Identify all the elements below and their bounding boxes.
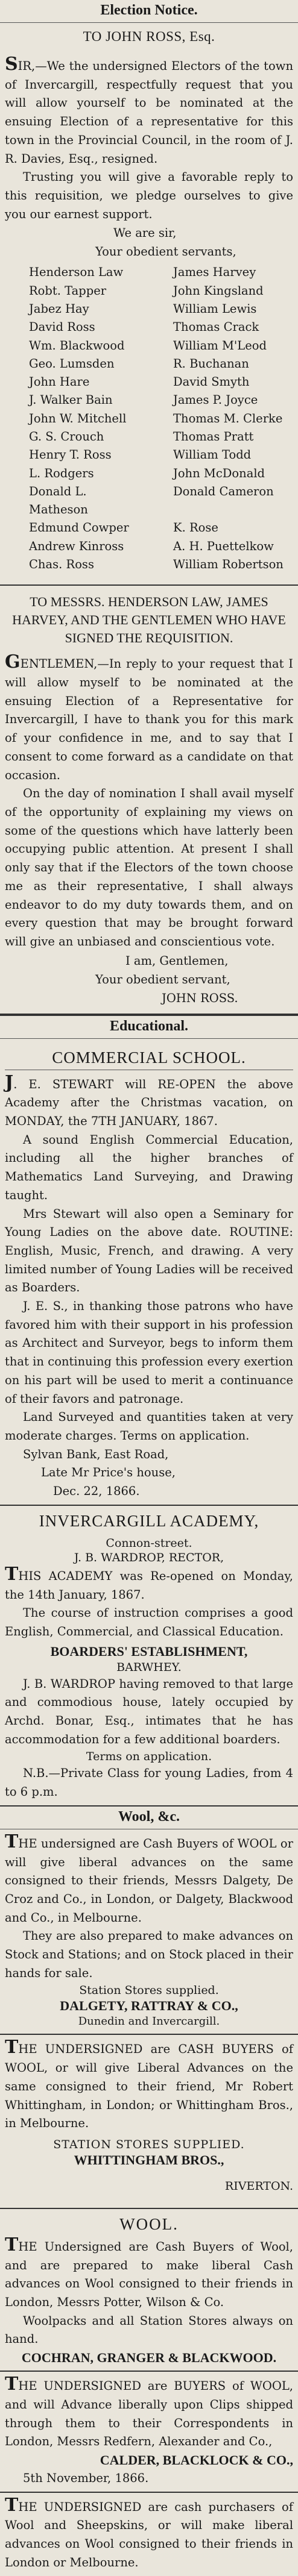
signatory-name: John Kingsland [173, 283, 264, 298]
ad-paragraph: Land Surveyed and quantities taken at very moderate charges. Terms on application. [5, 1410, 293, 1443]
terms-line: Terms on application. [86, 1750, 212, 1764]
drop-cap: T [5, 1831, 19, 1852]
signatory-name: David Ross [29, 320, 95, 334]
paragraph-text: HE UNDERSIGNED are BUYERS of WOOL, and will Advance liberally upon Clips shipped through them to their Correspondents in London, Messrs Redfern, Alexander and Co., [5, 2379, 293, 2449]
ad-paragraph: Woolpacks and all Station Stores always on hand. [5, 2313, 293, 2346]
firm-name: WHITTINGHAM BROS., [74, 2152, 224, 2167]
signatory-name: L. Rodgers [29, 466, 94, 480]
signatory-name: William Robertson [173, 557, 284, 572]
paragraph-text: HIS ACADEMY was Re-opened on Monday, the 14th January, 1867. [5, 1568, 293, 1602]
drop-cap: T [5, 2374, 19, 2395]
signatory-name: Thomas Crack [173, 320, 259, 334]
commercial-school-ad [0, 1039, 298, 1506]
ad-title: WOOL. [119, 2214, 179, 2233]
signatory-name: G. S. Crouch [29, 430, 104, 443]
ad-paragraph: A sound English Commercial Education, including all the higher branches of Mathematics Land Surveying, and Drawing taught. [5, 1132, 293, 1202]
signatory-name: David Smyth [173, 375, 250, 389]
signatory-name: A. H. Puettelkow [173, 539, 274, 553]
signatory-name: Geo. Lumsden [29, 356, 115, 371]
paragraph-text: HE UNDERSIGNED are cash purchasers of Wool and Sheepskins, or will make liberal advances on Wool consigned to their friends in London or Melbourne. [5, 2499, 293, 2569]
street-line: Connon-street. [106, 1536, 192, 1550]
ad-paragraph: They are also prepared to make advances on Stock and Stations; and on Stock placed in their hands for sale. [5, 1929, 293, 1980]
date-line: Dec. 22, 1866. [53, 1484, 140, 1499]
wool-ad-cochran [0, 2209, 298, 2372]
paragraph-text: ENTLEMEN,—In reply to your request that I will allow myself to be nominated at the ensuing Election of a Representative for Invercargill, I have to thank you for this mark of your confidence in me, and to say that I consent to come forward as a candidate on that occasion. [5, 657, 293, 782]
signatory-name: Robt. Tapper [29, 283, 107, 298]
wool-ad-whittingham [0, 2035, 298, 2209]
signatory-name: Donald L. Matheson [29, 484, 88, 517]
academy-title: INVERCARGILL ACADEMY, [39, 1511, 259, 1530]
signatory-name: James P. Joyce [173, 393, 258, 407]
drop-cap: T [5, 2494, 19, 2516]
ad-paragraph: The course of instruction comprises a good English, Commercial, and Classical Education. [5, 1606, 293, 1638]
boarders-place: BARWHEY. [116, 1660, 182, 1674]
section-heading-educational: Educational. [0, 1015, 298, 1039]
notice-title: TO JOHN ROSS, Esq. [83, 29, 215, 44]
ad-paragraph [5, 2496, 293, 2572]
drop-cap: J [5, 1071, 14, 1093]
firm-place: Dunedin and Invercargill. [78, 2015, 220, 2028]
wool-ad-sheepskins [0, 2493, 298, 2576]
signatory-name: Thomas M. Clerke [173, 411, 283, 425]
wool-ad-calder [0, 2372, 298, 2493]
drop-cap: T [5, 2234, 19, 2255]
signatory-name: Wm. Blackwood [29, 338, 125, 353]
signatory-name: William Todd [173, 448, 252, 462]
stores-line: Station Stores supplied. [79, 1984, 219, 1998]
drop-cap: G [5, 651, 21, 673]
paragraph-text: HE Undersigned are Cash Buyers of Wool, and are prepared to make liberal Cash advances on Wool consigned to their friends in London, Messrs Potter, Wilson & Co. [5, 2239, 293, 2310]
address-line: Sylvan Bank, East Road, [23, 1447, 169, 1461]
notice-paragraph [5, 55, 293, 168]
rector-line: J. B. WARDROP, RECTOR, [74, 1550, 224, 1564]
academy-ad [0, 1506, 298, 1807]
firm-name: CALDER, BLACKLOCK & CO., [100, 2452, 293, 2468]
signature: JOHN ROSS. [162, 991, 238, 1005]
ad-paragraph [5, 2236, 293, 2312]
section-heading-wool: Wool, &c. [0, 1807, 298, 1829]
drop-cap: T [5, 1563, 19, 1585]
paragraph-text: HE UNDERSIGNED are CASH BUYERS of WOOL, or will give Liberal Advances on the same consigned to their friend, Mr Robert Whittingham, in London; or Whittingham Bros., in Melbourne. [5, 2042, 293, 2131]
firm-place: RIVERTON. [224, 2179, 293, 2193]
paragraph-text: . E. STEWART will RE-OPEN the above Academy after the Christmas vacation, on MONDAY, the 7TH JANUARY, 1867. [5, 1077, 293, 1129]
ad-paragraph: Mrs Stewart will also open a Seminary for Young Ladies on the above date. ROUTINE: English, Music, French, and drawing. A very limited number of Young Ladies will be received as Boarders. [5, 1206, 293, 1295]
signatory-name: K. Rose [173, 521, 218, 535]
closing-line: We are sir, [113, 226, 177, 240]
signatory-name: John Hare [29, 375, 90, 389]
reply-title: TO MESSRS. HENDERSON LAW, JAMES HARVEY, AND THE GENTLEMEN WHO HAVE SIGNED THE REQUISITION. [12, 594, 286, 646]
signatory-name: John McDonald [173, 466, 265, 480]
closing-line: Your obedient servants, [95, 245, 236, 259]
firm-name: COCHRAN, GRANGER & BLACKWOOD. [21, 2350, 277, 2366]
signatory-name: William M'Leod [173, 338, 267, 353]
reply-paragraph: On the day of nomination I shall avail myself of the opportunity of explaining my views on some of the questions which have latterly been occupying public attention. At present I shall only say that if the Electors of the town choose me as their representative, I shall always endeavor to do my duty towards them, and on every question that may be brought forward will give an unbiased and conscientious vote. [5, 786, 293, 948]
signatory-name: Andrew Kinross [29, 539, 124, 553]
paragraph-text: HE undersigned are Cash Buyers of WOOL or will give liberal advances on the same consigned to their friends, Messrs Dalgety, De Croz and Co., in London, or Dalgety, Blackwood and Co., in Melbourne. [5, 1836, 293, 1925]
closing-line: Your obedient servant, [95, 972, 230, 986]
signatory-name: R. Buchanan [173, 356, 249, 371]
section-heading-election: Election Notice. [0, 0, 298, 23]
requisition-notice [0, 23, 298, 586]
notice-paragraph: Trusting you will give a favorable reply to this requisition, we pledge ourselves to give you our earnest support. [5, 170, 293, 221]
ad-paragraph: J. B. WARDROP having removed to that large and commodious house, lately occupied by Archd. Bonar, Esq., intimates that he has accommodation for a few additional boarders. [5, 1676, 293, 1746]
signatory-name: Chas. Ross [29, 557, 94, 572]
boarders-title: BOARDERS' ESTABLISHMENT, [50, 1643, 248, 1659]
address-line: Late Mr Price's house, [41, 1465, 176, 1480]
ad-paragraph [5, 1833, 293, 1928]
signatory-name: Jabez Hay [29, 301, 89, 316]
reply-paragraph [5, 653, 293, 785]
signatory-name: Edmund Cowper [29, 521, 129, 535]
drop-cap: S [5, 54, 18, 75]
ad-paragraph [5, 2375, 293, 2451]
stores-line: STATION STORES SUPPLIED. [53, 2137, 245, 2151]
signatory-name: Thomas Pratt [173, 430, 254, 443]
signatory-name: J. Walker Bain [29, 393, 113, 407]
ad-paragraph [5, 1071, 293, 1131]
signatory-name: Henry T. Ross [29, 448, 112, 462]
signatory-name: Donald Cameron [173, 484, 274, 498]
firm-name: DALGETY, RATTRAY & CO., [60, 1998, 238, 2014]
wool-ad-dalgety [0, 1829, 298, 2035]
date-line: 5th November, 1866. [23, 2471, 149, 2485]
signatory-list [5, 261, 293, 578]
ad-paragraph: J. E. S., in thanking those patrons who have favored him with their support in his profession as Architect and Surveyor, begs to inform them that in continuing this profession every exertion on his part will be used to merit a continuance of their favors and patronage. [5, 1299, 293, 1406]
signatory-name: James Harvey [173, 265, 256, 280]
signatory-name: John W. Mitchell [29, 411, 127, 425]
closing-line: I am, Gentlemen, [125, 953, 229, 968]
drop-cap: T [5, 2037, 19, 2058]
reply-notice [0, 586, 298, 1014]
school-title: COMMERCIAL SCHOOL. [5, 1048, 293, 1070]
ad-paragraph [5, 1565, 293, 1604]
paragraph-text: IR,—We the undersigned Electors of the town of Invercargill, respectfully request that you will allow yourself to be nominated at the ensuing Election of a representative for this town in the Provincial Council, in the room of J. R. Davies, Esq., resigned. [5, 59, 293, 166]
nb-line: N.B.—Private Class for young Ladies, from 4 to 6 p.m. [5, 1766, 293, 1799]
signatory-name: Henderson Law [29, 265, 124, 280]
signatory-name: William Lewis [173, 301, 257, 316]
ad-paragraph [5, 2039, 293, 2133]
